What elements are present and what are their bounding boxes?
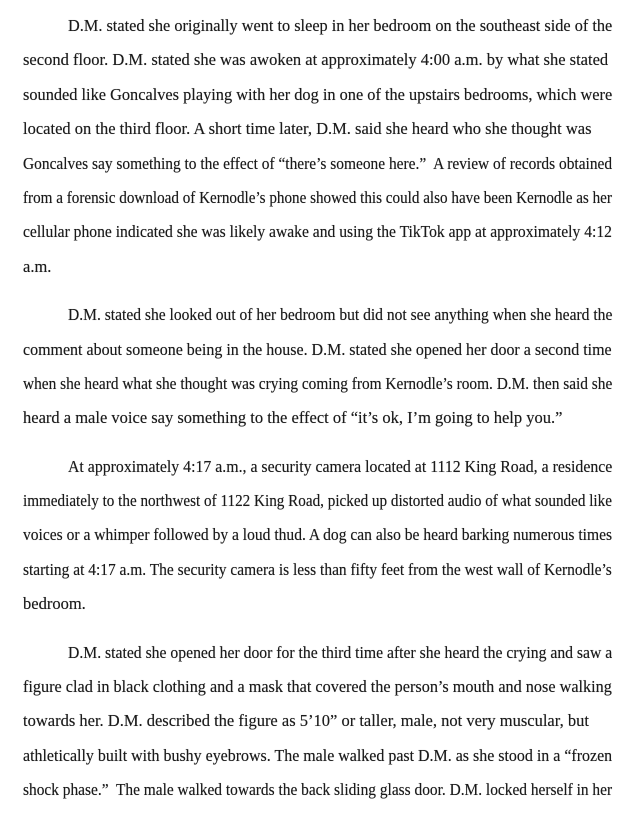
text-line: from a forensic download of Kernodle’s phone showed this could also have been Kernodle as her <box>23 187 612 207</box>
paragraph <box>23 298 612 436</box>
paragraph <box>23 636 612 808</box>
text-line: towards her. D.M. described the figure as 5’10” or taller, male, not very muscular, but <box>23 711 589 731</box>
text-line: D.M. stated she looked out of her bedroom but did not see anything when she heard the <box>68 305 613 325</box>
text-line: D.M. stated she originally went to sleep in her bedroom on the southeast side of the <box>68 16 613 35</box>
text-line: At approximately 4:17 a.m., a security camera located at 1112 King Road, a residence <box>68 456 613 476</box>
text-line: located on the third floor. A short time later, D.M. said she heard who she thought was <box>23 119 592 139</box>
text-line: bedroom. <box>23 594 86 614</box>
text-line: heard a male voice say something to the effect of “it’s ok, I’m going to help you.” <box>23 408 563 428</box>
text-line: D.M. stated she opened her door for the third time after she heard the crying and saw a <box>68 642 613 662</box>
text-line: immediately to the northwest of 1122 King Road, picked up distorted audio of what sounded like <box>23 491 612 511</box>
text-line: figure clad in black clothing and a mask that covered the person’s mouth and nose walking <box>23 677 612 697</box>
text-line: when she heard what she thought was crying coming from Kernodle’s room. D.M. then said she <box>23 373 613 393</box>
text-line: cellular phone indicated she was likely awake and using the TikTok app at approximately 4:12 <box>23 222 612 242</box>
text-line: sounded like Goncalves playing with her dog in one of the upstairs bedrooms, which were <box>23 84 613 104</box>
text-line: a.m. <box>23 256 52 276</box>
text-line: shock phase.” The male walked towards the back sliding glass door. D.M. locked herself in her <box>23 780 613 800</box>
text-line: starting at 4:17 a.m. The security camera is less than fifty feet from the west wall of Kernodle’s <box>23 559 612 579</box>
text-line: second floor. D.M. stated she was awoken at approximately 4:00 a.m. by what she stated <box>23 50 609 70</box>
text-line: Goncalves say something to the effect of “there’s someone here.” A review of records obtained <box>23 153 613 173</box>
paragraph <box>23 450 612 622</box>
text-line: comment about someone being in the house. D.M. stated she opened her door a second time <box>23 339 612 359</box>
paragraph <box>23 9 612 284</box>
text-line: athletically built with bushy eyebrows. The male walked past D.M. as she stood in a “frozen <box>23 745 613 765</box>
text-line: voices or a whimper followed by a loud thud. A dog can also be heard barking numerous times <box>23 525 613 545</box>
